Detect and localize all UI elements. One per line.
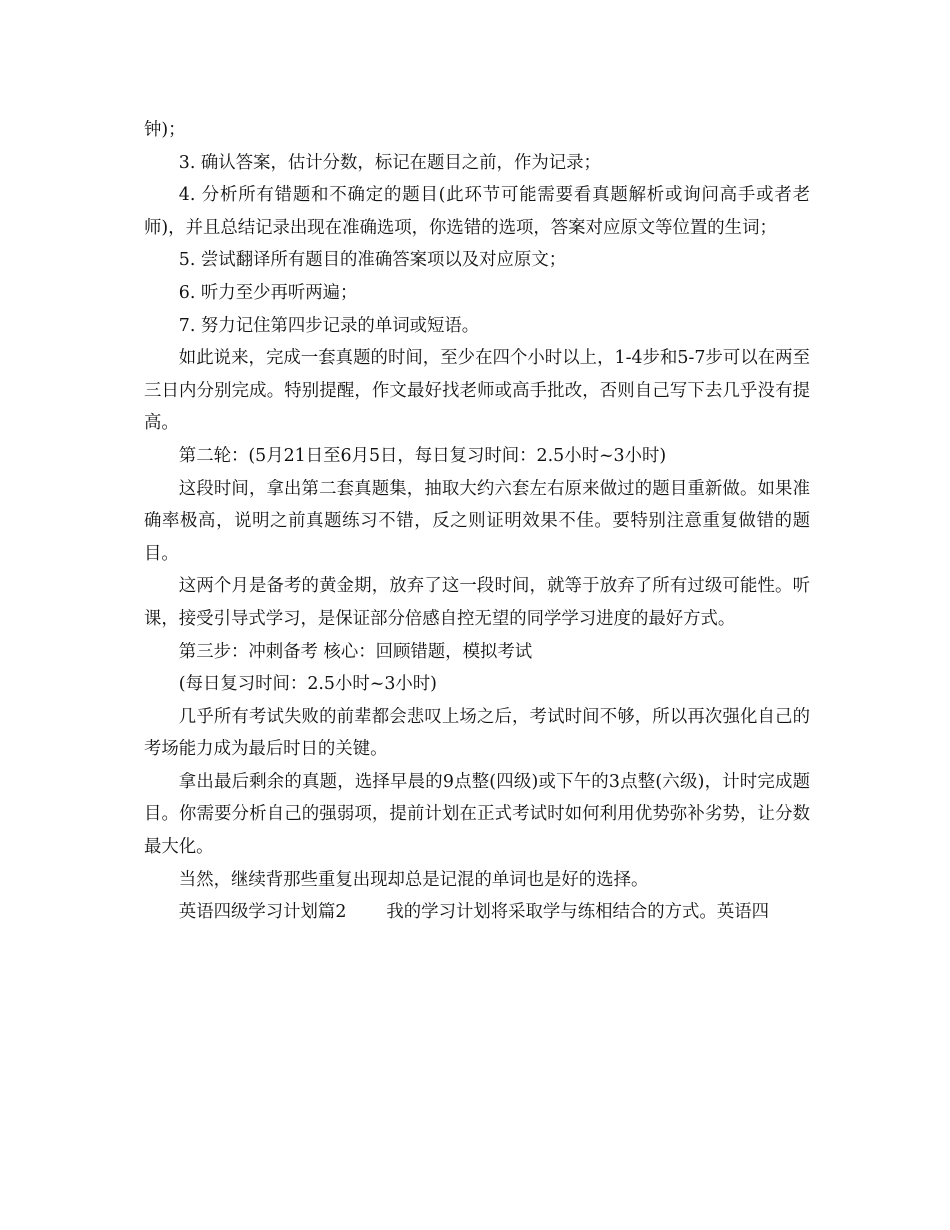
paragraph-step-three-heading: 第三步：冲刺备考 核心：回顾错题，模拟考试 — [178, 641, 533, 662]
paragraph-step-3: 3. 确认答案，估计分数，标记在题目之前，作为记录； — [178, 152, 601, 173]
paragraph-step-three-time: (每日复习时间：2.5小时~3小时) — [178, 674, 437, 695]
section-intro-text: 我的学习计划将采取学与练相结合的方式。英语四 — [386, 902, 769, 923]
document-body — [144, 114, 810, 929]
paragraph-step-4: 4. 分析所有错题和不确定的题目(此环节可能需要看真题解析或询问高手或者老师)，并且总结记录出现在准确选项，你选错的选项，答案对应原文等位置的生词； — [144, 185, 810, 238]
paragraph-next-section — [144, 896, 810, 929]
paragraph-step-7: 7. 努力记住第四步记录的单词或短语。 — [178, 315, 480, 336]
paragraph-remaining-tests: 拿出最后剩余的真题，选择早晨的9点整(四级)或下午的3点整(六级)，计时完成题目。你需要分析自己的强弱项，提前计划在正式考试时如何利用优势弥补劣势，让分数最大化。 — [144, 771, 810, 858]
paragraph-step-6: 6. 听力至少再听两遍； — [178, 282, 358, 303]
paragraph-continuation: 钟)； — [144, 120, 186, 140]
paragraph-summary: 如此说来，完成一套真题的时间，至少在四个小时以上，1-4步和5-7步可以在两至三日内分别完成。特别提醒，作文最好找老师或高手批改，否则自己写下去几乎没有提高。 — [144, 348, 810, 434]
paragraph-round-two-body: 这段时间，拿出第二套真题集，抽取大约六套左右原来做过的题目重新做。如果准确率极高，说明之前真题练习不错，反之则证明效果不佳。要特别注意重复做错的题目。 — [144, 478, 810, 564]
paragraph-exam-failure: 几乎所有考试失败的前辈都会悲叹上场之后，考试时间不够，所以再次强化自己的考场能力成为最后时日的关键。 — [144, 706, 810, 760]
section-heading: 英语四级学习计划篇2 — [178, 902, 347, 923]
paragraph-golden-period: 这两个月是备考的黄金期，放弃了这一段时间，就等于放弃了所有过级可能性。听课，接受引导式学习，是保证部分倍感自控无望的同学学习进度的最好方式。 — [144, 576, 810, 629]
paragraph-vocabulary: 当然，继续背那些重复出现却总是记混的单词也是好的选择。 — [178, 869, 649, 890]
paragraph-step-5: 5. 尝试翻译所有题目的准确答案项以及对应原文； — [178, 250, 567, 271]
paragraph-round-two-heading: 第二轮：(5月21日至6月5日，每日复习时间：2.5小时~3小时) — [178, 445, 667, 466]
